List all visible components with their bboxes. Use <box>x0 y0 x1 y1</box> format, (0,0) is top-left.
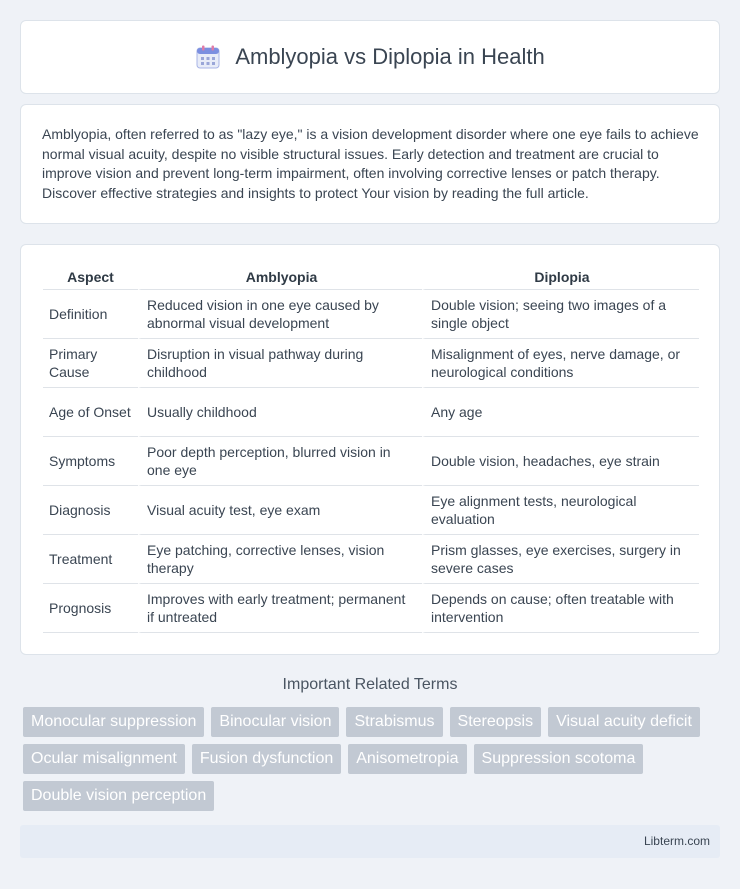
related-term-tag[interactable]: Double vision perception <box>23 781 214 811</box>
intro-text: Amblyopia, often referred to as "lazy eye," is a vision development disorder where one eye fails to achieve normal visual acuity, despite no visible structural issues. Early detection and treatment are crucial to improve vision and prevent long-term impairment, often involving corrective lenses or patch therapy. Discover effective strategies and insights to protect Your vision by reading the full article. <box>42 126 699 201</box>
cell-amblyopia: Eye patching, corrective lenses, vision therapy <box>138 535 422 584</box>
table-row <box>43 584 699 633</box>
page-title: Amblyopia vs Diplopia in Health <box>235 44 545 69</box>
cell-diplopia: Depends on cause; often treatable with intervention <box>422 584 699 633</box>
table-row <box>43 388 699 437</box>
cell-diplopia: Any age <box>422 388 699 437</box>
cell-aspect: Diagnosis <box>43 486 138 535</box>
cell-amblyopia: Poor depth perception, blurred vision in one eye <box>138 437 422 486</box>
cell-amblyopia: Improves with early treatment; permanent if untreated <box>138 584 422 633</box>
header-aspect: Aspect <box>43 265 138 290</box>
related-term-tag[interactable]: Fusion dysfunction <box>192 744 341 774</box>
cell-diplopia: Eye alignment tests, neurological evaluation <box>422 486 699 535</box>
cell-aspect: Age of Onset <box>43 388 138 437</box>
table-row <box>43 290 699 339</box>
cell-diplopia: Double vision, headaches, eye strain <box>422 437 699 486</box>
related-term-tag[interactable]: Visual acuity deficit <box>548 707 700 737</box>
table-row <box>43 339 699 388</box>
comparison-card <box>20 244 720 655</box>
related-term-tag[interactable]: Ocular misalignment <box>23 744 185 774</box>
related-term-tag[interactable]: Stereopsis <box>450 707 542 737</box>
cell-aspect: Treatment <box>43 535 138 584</box>
table-row <box>43 437 699 486</box>
header-diplopia: Diplopia <box>422 265 699 290</box>
comparison-table <box>43 265 699 633</box>
header-amblyopia: Amblyopia <box>138 265 422 290</box>
table-row <box>43 486 699 535</box>
cell-diplopia: Double vision; seeing two images of a single object <box>422 290 699 339</box>
footer <box>20 825 720 858</box>
related-term-tag[interactable]: Binocular vision <box>211 707 339 737</box>
cell-aspect: Primary Cause <box>43 339 138 388</box>
related-term-tag[interactable]: Suppression scotoma <box>474 744 644 774</box>
related-terms-list <box>23 707 723 811</box>
footer-site-link[interactable]: Libterm.com <box>643 834 710 848</box>
cell-diplopia: Prism glasses, eye exercises, surgery in severe cases <box>422 535 699 584</box>
header-card <box>20 20 720 94</box>
related-terms-heading: Important Related Terms <box>282 676 458 693</box>
cell-amblyopia: Disruption in visual pathway during childhood <box>138 339 422 388</box>
intro-card <box>20 104 720 224</box>
calendar-icon <box>195 44 221 70</box>
related-term-tag[interactable]: Monocular suppression <box>23 707 204 737</box>
related-term-tag[interactable]: Strabismus <box>346 707 442 737</box>
cell-diplopia: Misalignment of eyes, nerve damage, or neurological conditions <box>422 339 699 388</box>
table-row <box>43 535 699 584</box>
cell-aspect: Prognosis <box>43 584 138 633</box>
related-term-tag[interactable]: Anisometropia <box>348 744 466 774</box>
cell-aspect: Definition <box>43 290 138 339</box>
table-header-row <box>43 265 699 290</box>
cell-amblyopia: Usually childhood <box>138 388 422 437</box>
cell-amblyopia: Reduced vision in one eye caused by abnormal visual development <box>138 290 422 339</box>
cell-aspect: Symptoms <box>43 437 138 486</box>
cell-amblyopia: Visual acuity test, eye exam <box>138 486 422 535</box>
